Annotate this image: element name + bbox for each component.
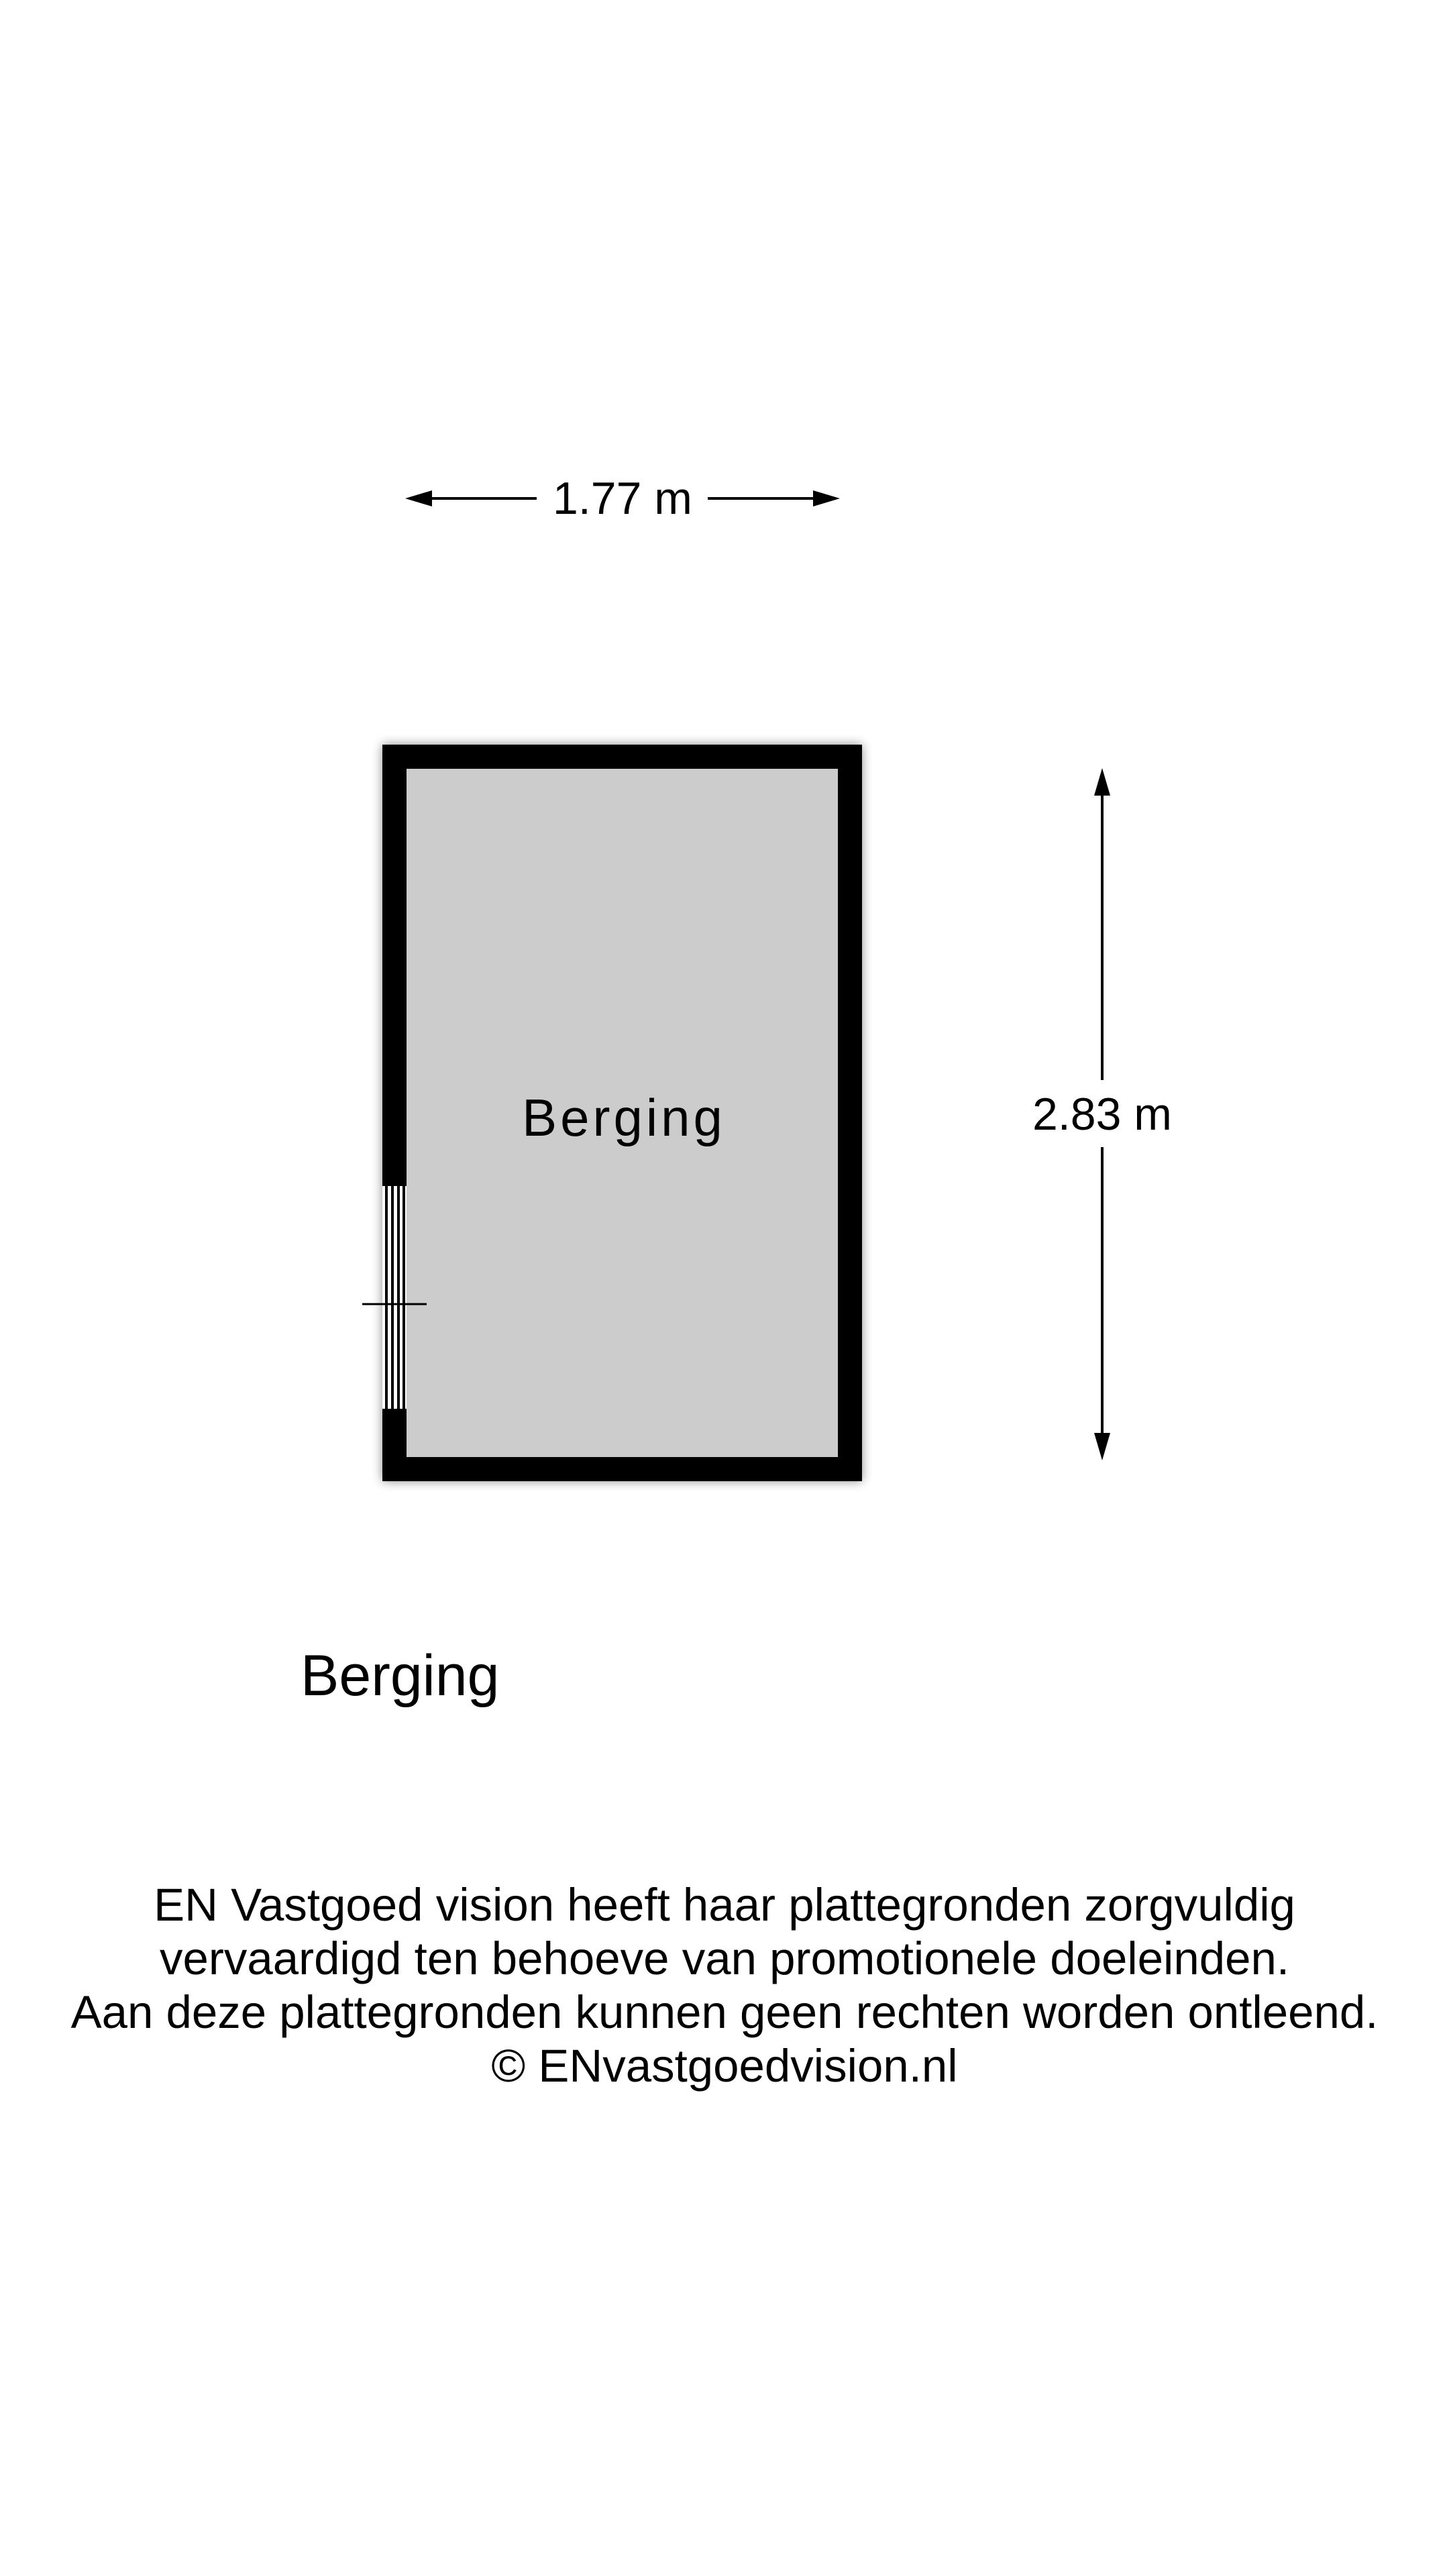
depth-arrowhead-top xyxy=(1094,768,1110,796)
disclaimer-line: Aan deze plattegronden kunnen geen rechten worden ontleend. xyxy=(70,1986,1379,2038)
width-dimension xyxy=(405,473,840,524)
copyright-line: © ENvastgoedvision.nl xyxy=(491,2040,958,2092)
floor-caption: Berging xyxy=(301,1644,500,1708)
depth-dimension-label: 2.83 m xyxy=(1032,1089,1172,1140)
disclaimer-line: vervaardigd ten behoeve van promotionele doeleinden. xyxy=(159,1933,1290,1984)
width-arrowhead-left xyxy=(405,490,432,506)
width-arrowhead-right xyxy=(813,490,840,506)
width-dimension-label: 1.77 m xyxy=(553,473,692,524)
room-berging xyxy=(362,745,862,1481)
disclaimer xyxy=(0,1878,1449,2093)
depth-dimension xyxy=(1032,768,1172,1460)
depth-arrowhead-bottom xyxy=(1094,1433,1110,1460)
room-label: Berging xyxy=(522,1088,726,1147)
disclaimer-line: EN Vastgoed vision heeft haar plattegronden zorgvuldig xyxy=(154,1879,1295,1931)
